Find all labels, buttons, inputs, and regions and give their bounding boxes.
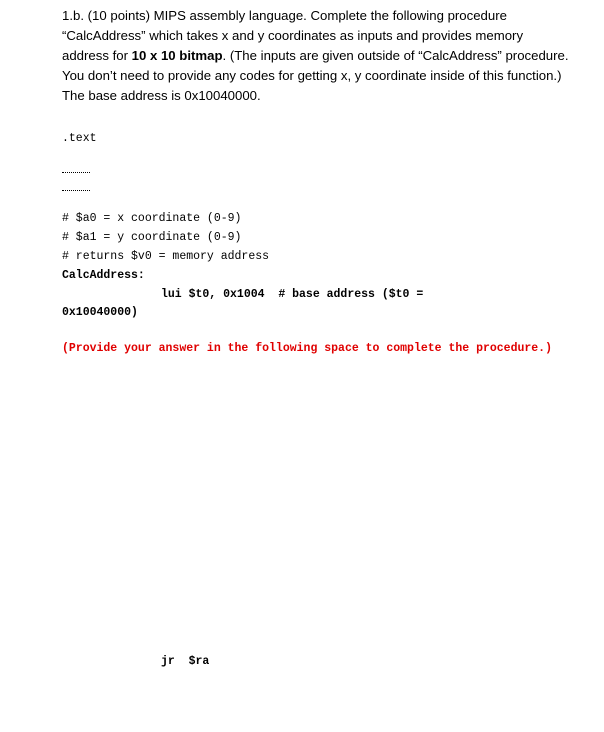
procedure-label: CalcAddress:: [62, 269, 145, 282]
dotted-separator-1: [62, 172, 90, 173]
comment-a1: # $a1 = y coordinate (0-9): [62, 231, 242, 244]
lui-instruction-continued: 0x10040000): [62, 306, 138, 319]
question-text-part-a: 1.b. (10 points) MIPS assembly language. Complete the following procedure “CalcAddress” which takes x and y coordinates as inputs and provides memory address for: [62, 8, 524, 63]
comment-v0: # returns $v0 = memory address: [62, 250, 270, 263]
text-directive: .text: [62, 132, 97, 145]
lui-instruction: lui $t0, 0x1004 # base address ($t0 =: [161, 288, 424, 301]
dotted-separator-2: [62, 190, 90, 191]
question-text: [62, 6, 572, 106]
answer-instruction: (Provide your answer in the following space to complete the procedure.): [62, 342, 552, 355]
comment-a0: # $a0 = x coordinate (0-9): [62, 212, 242, 225]
question-text-part-b: . (The inputs are given outside of “CalcAddress” procedure. You don’t need to provide any codes for getting x, y coordinate inside of this function.) The base address is 0x10040000.: [62, 48, 569, 103]
bitmap-size: 10 x 10 bitmap: [131, 48, 223, 63]
jr-instruction: jr $ra: [161, 655, 210, 668]
